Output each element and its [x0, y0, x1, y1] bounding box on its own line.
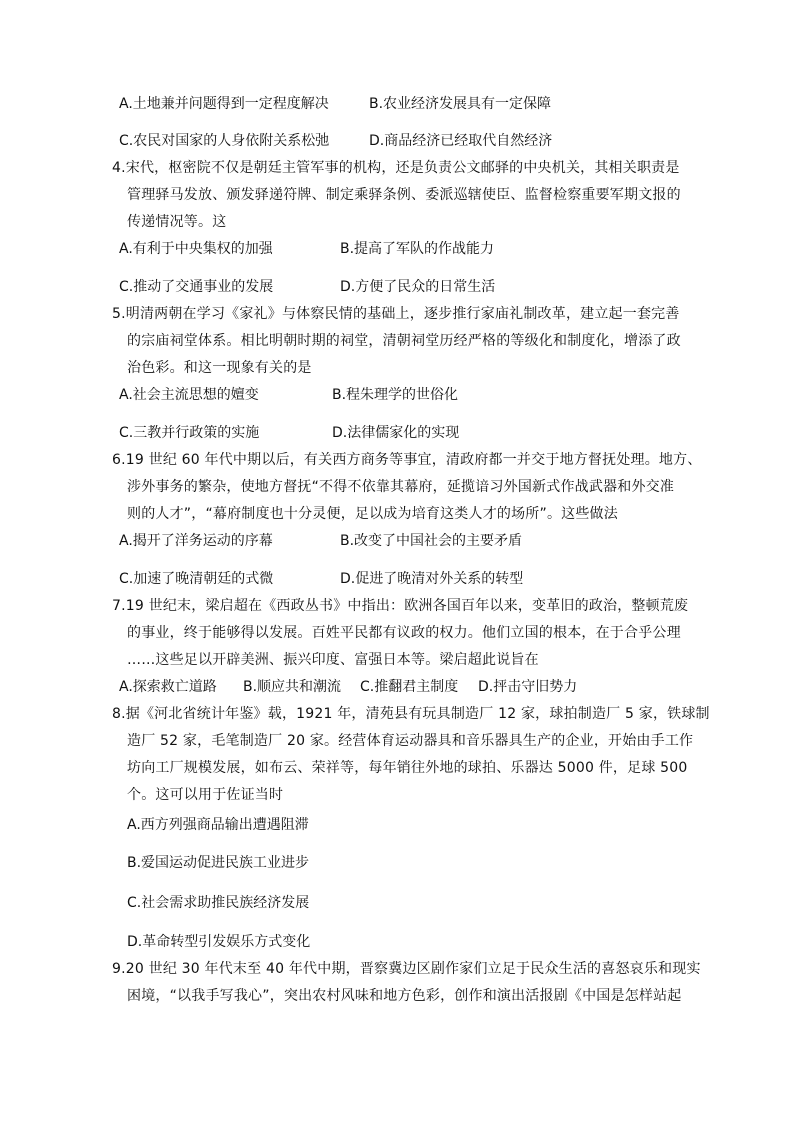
- q7-option-b: B.顺应共和潮流: [243, 679, 342, 695]
- q6-option-a: A.揭开了洋务运动的序幕: [119, 533, 273, 549]
- q4-option-a: A.有利于中央集权的加强: [119, 241, 273, 257]
- q6-stem-line-1: 6.19 世纪 60 年代中期以后，有关西方商务等事宜，清政府都一并交于地方督抚处理。地方、: [112, 452, 702, 468]
- q7-option-a: A.探索救亡道路: [119, 679, 217, 695]
- q5-option-d: D.法律儒家化的实现: [332, 425, 460, 441]
- q8-option-a: A.西方列强商品输出遭遇阻滞: [127, 817, 309, 833]
- q7-stem-line-1: 7.19 世纪末，梁启超在《西政丛书》中指出：欧洲各国百年以来，变革旧的政治，整顿荒废: [112, 598, 689, 614]
- q7-stem-line-3: ……这些足以开辟美洲、振兴印度、富强日本等。梁启超此说旨在: [127, 652, 539, 668]
- q4-stem-line-1: 4.宋代，枢密院不仅是朝廷主管军事的机构，还是负责公文邮驿的中央机关，其相关职责是: [112, 160, 680, 176]
- q6-stem-line-3: 则的人才”，“幕府制度也十分灵便，足以成为培育这类人才的场所”。这些做法: [127, 506, 618, 522]
- q3-option-b: B.农业经济发展具有一定保障: [369, 96, 552, 112]
- q5-option-a: A.社会主流思想的嬗变: [119, 387, 259, 403]
- q3-option-d: D.商品经济已经取代自然经济: [369, 133, 553, 149]
- q8-option-c: C.社会需求助推民族经济发展: [127, 895, 310, 911]
- q4-option-c: C.推动了交通事业的发展: [119, 279, 274, 295]
- q3-option-c: C.农民对国家的人身依附关系松弛: [119, 133, 330, 149]
- q5-option-b: B.程朱理学的世俗化: [332, 387, 459, 403]
- q8-stem-line-4: 个。这可以用于佐证当时: [127, 787, 284, 803]
- q8-option-d: D.革命转型引发娱乐方式变化: [127, 934, 311, 950]
- q6-option-c: C.加速了晚清朝廷的式微: [119, 571, 274, 587]
- q6-stem-line-2: 涉外事务的繁杂，使地方督抚“不得不依靠其幕府，延揽谙习外国新式作战武器和外交准: [127, 479, 675, 495]
- q8-option-b: B.爱国运动促进民族工业进步: [127, 855, 310, 871]
- q9-stem-line-2: 困境，“以我手写我心”，突出农村风味和地方色彩，创作和演出活报剧《中国是怎样站起: [127, 988, 682, 1004]
- q8-stem-line-3: 坊向工厂规模发展，如布云、荣祥等，每年销往外地的球拍、乐器达 5000 件，足球 500: [127, 760, 688, 776]
- q5-stem-line-2: 的宗庙祠堂体系。相比明朝时期的祠堂，清朝祠堂历经严格的等级化和制度化，增添了政: [127, 333, 681, 349]
- q7-option-c: C.推翻君主制度: [360, 679, 459, 695]
- q7-option-d: D.抨击守旧势力: [478, 679, 578, 695]
- q4-stem-line-2: 管理驿马发放、颁发驿递符牌、制定乘驿条例、委派巡辖使臣、监督检察重要军期文报的: [127, 187, 681, 203]
- q8-stem-line-2: 造厂 52 家，毛笔制造厂 20 家。经营体育运动器具和音乐器具生产的企业，开始由手工作: [127, 733, 694, 749]
- q6-option-d: D.促进了晚清对外关系的转型: [340, 571, 524, 587]
- q3-option-a: A.土地兼并问题得到一定程度解决: [119, 96, 329, 112]
- q5-option-c: C.三教并行政策的实施: [119, 425, 260, 441]
- q4-option-d: D.方便了民众的日常生活: [340, 279, 496, 295]
- q5-stem-line-1: 5.明清两朝在学习《家礼》与体察民情的基础上，逐步推行家庙礼制改革，建立起一套完善: [112, 306, 680, 322]
- q4-stem-line-3: 传递情况等。这: [127, 214, 227, 230]
- q7-stem-line-2: 的事业，终于能够得以发展。百姓平民都有议政的权力。他们立国的根本，在于合乎公理: [127, 625, 681, 641]
- q4-option-b: B.提高了军队的作战能力: [340, 241, 495, 257]
- q8-stem-line-1: 8.据《河北省统计年鉴》载，1921 年，清苑县有玩具制造厂 12 家，球拍制造厂 5 家，铁球制: [112, 706, 710, 722]
- q6-option-b: B.改变了中国社会的主要矛盾: [340, 533, 523, 549]
- q9-stem-line-1: 9.20 世纪 30 年代末至 40 年代中期，晋察冀边区剧作家们立足于民众生活的喜怒哀乐和现实: [112, 961, 701, 977]
- q5-stem-line-3: 治色彩。和这一现象有关的是: [127, 360, 312, 376]
